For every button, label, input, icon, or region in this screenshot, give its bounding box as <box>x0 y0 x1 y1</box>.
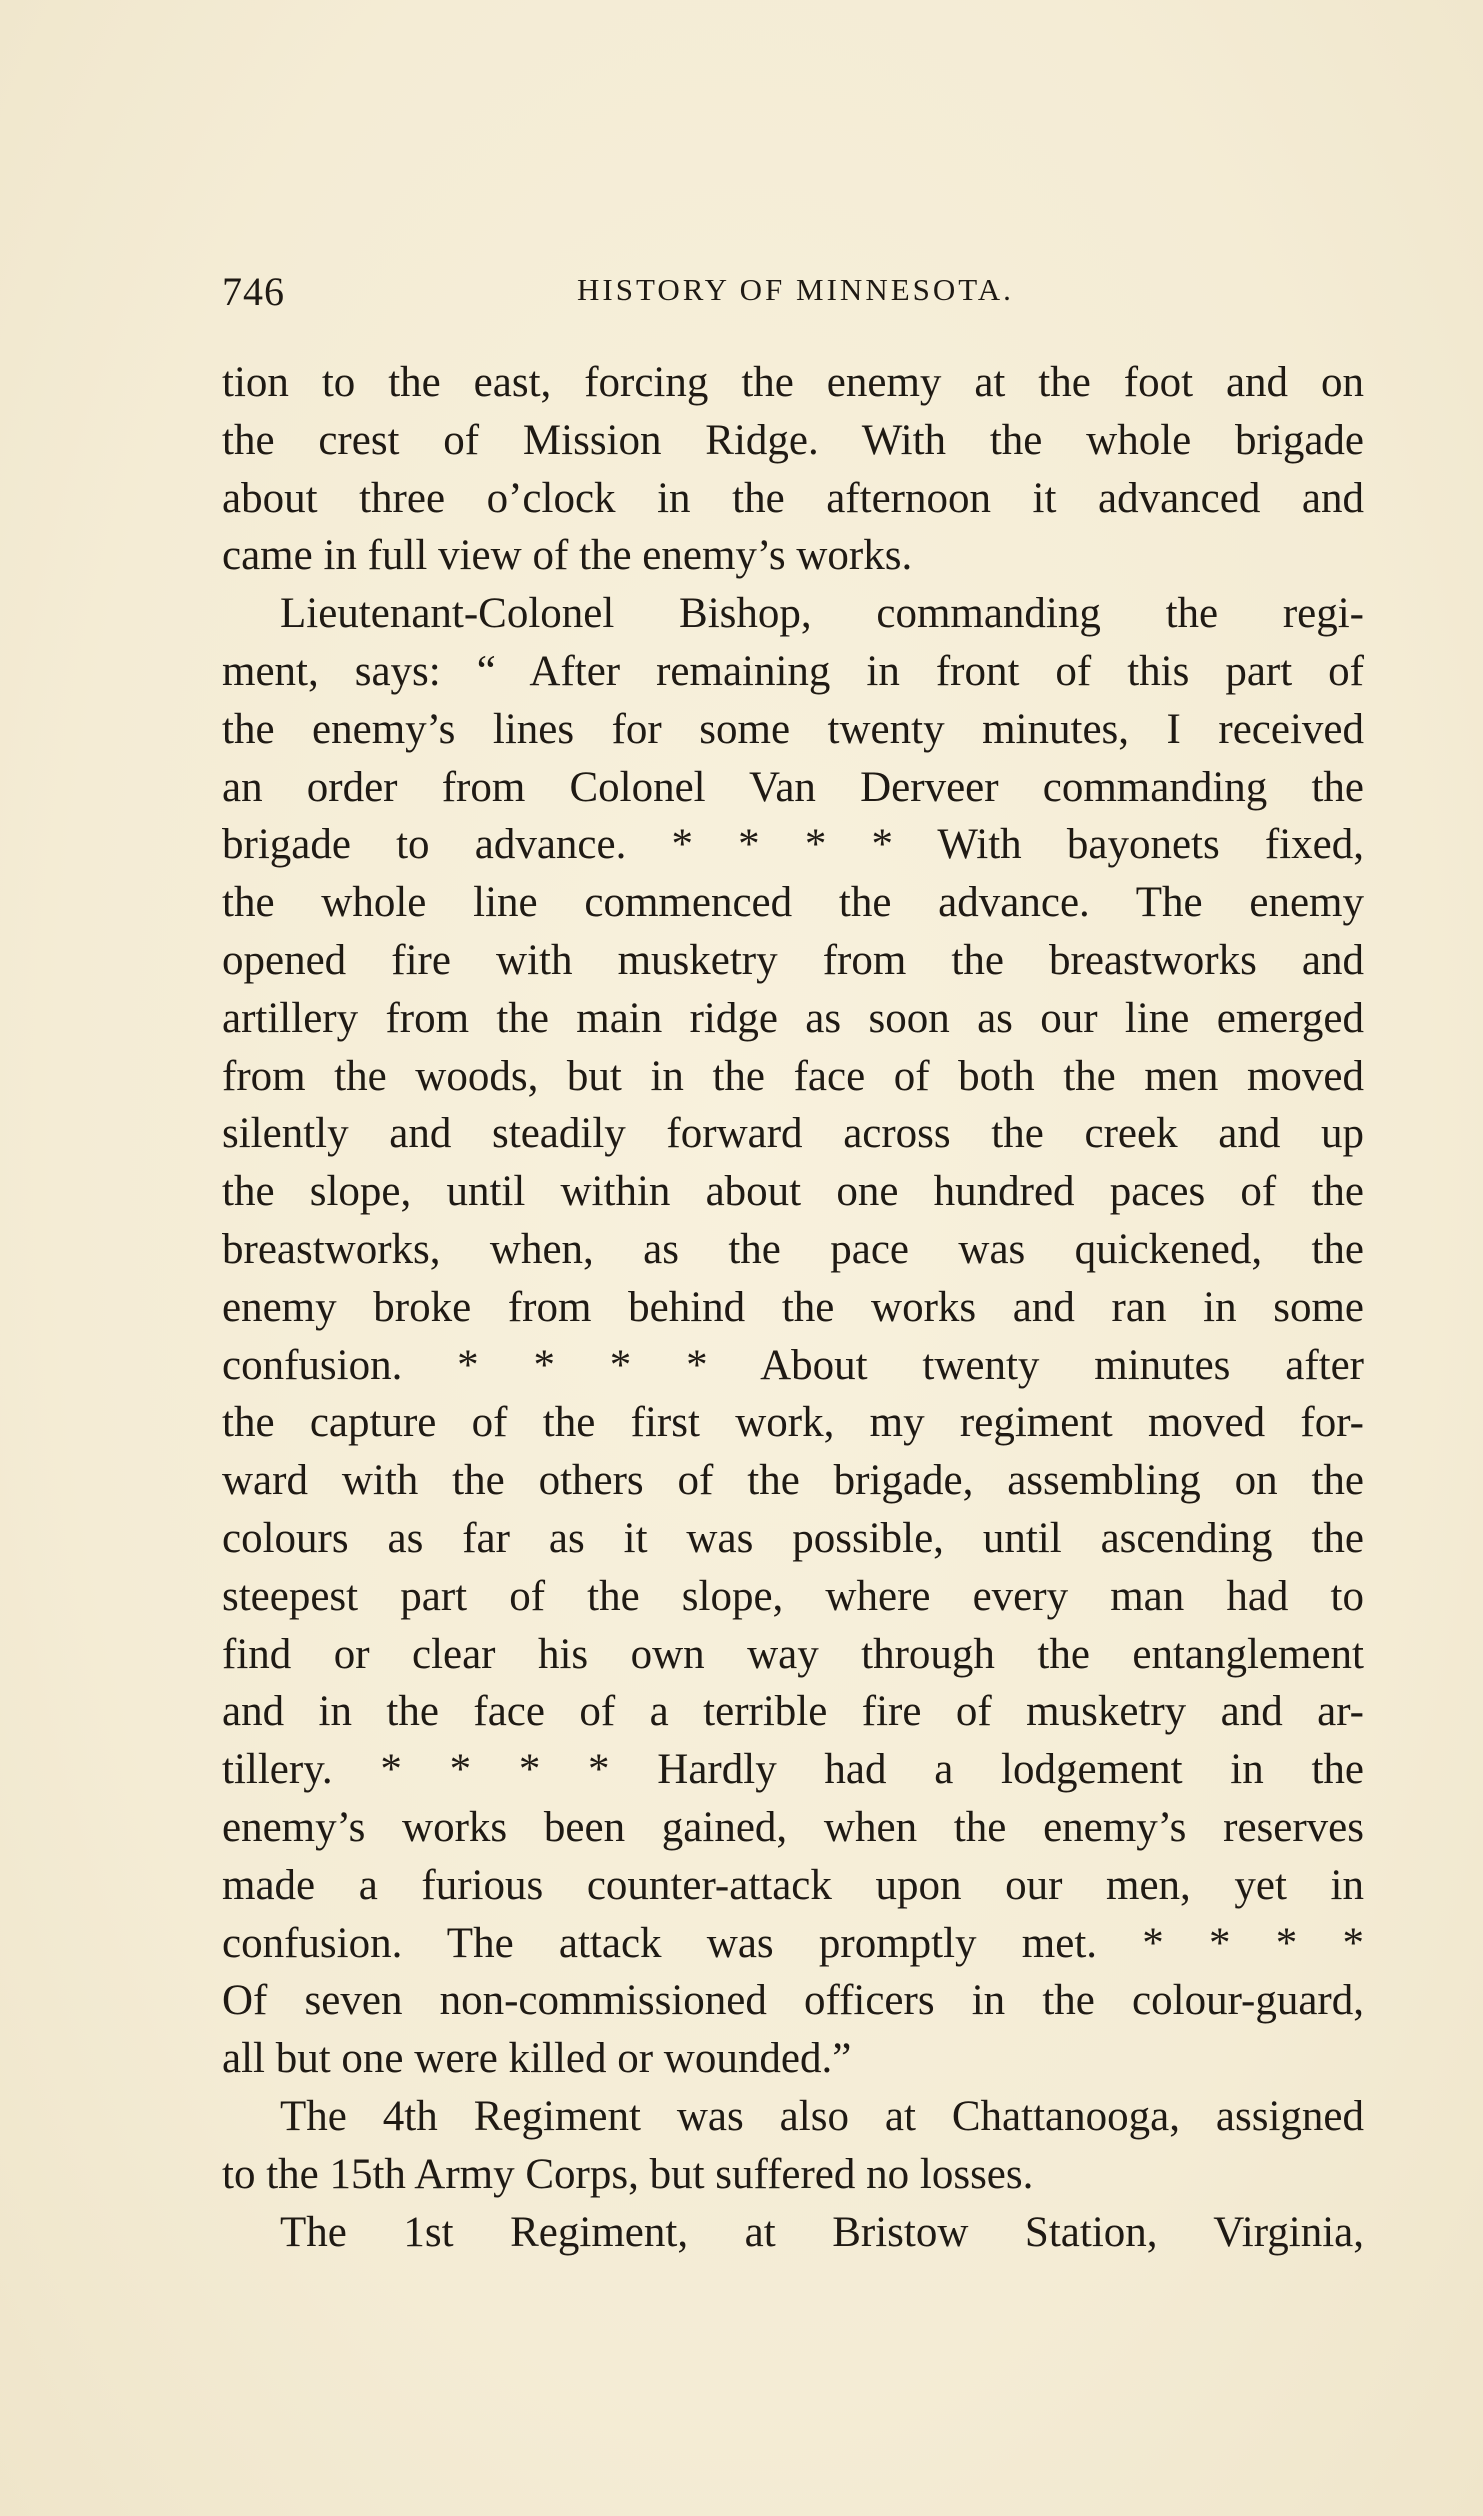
paragraph <box>222 2204 1364 2262</box>
text-line: the whole line commenced the advance. The enemy <box>222 879 1364 927</box>
paragraph <box>222 585 1364 2088</box>
text-line: the slope, until within about one hundred paces of the <box>222 1168 1364 1216</box>
text-line: and in the face of a terrible fire of musketry and ar- <box>222 1688 1364 1736</box>
text-line: ward with the others of the brigade, assembling on the <box>222 1457 1364 1505</box>
text-line: colours as far as it was possible, until ascending the <box>222 1514 1364 1562</box>
text-line: to the 15th Army Corps, but suffered no losses. <box>222 2150 1034 2198</box>
text-line: the enemy’s lines for some twenty minutes, I received <box>222 705 1364 753</box>
text-line: silently and steadily forward across the creek and up <box>222 1110 1364 1158</box>
text-line: ment, says: “ After remaining in front of this part of <box>222 647 1364 695</box>
text-line: opened fire with musketry from the breastworks and <box>222 936 1364 984</box>
text-line: tillery. * * * * Hardly had a lodgement in the <box>222 1746 1364 1794</box>
text-line: came in full view of the enemy’s works. <box>222 532 913 580</box>
text-line: from the woods, but in the face of both the men moved <box>222 1052 1364 1100</box>
text-line: brigade to advance. * * * * With bayonets fixed, <box>222 821 1364 869</box>
page-number: 746 <box>222 269 285 314</box>
text-line: The 1st Regiment, at Bristow Station, Virginia, <box>280 2208 1364 2256</box>
text-line: all but one were killed or wounded.” <box>222 2035 852 2083</box>
text-line: Lieutenant-Colonel Bishop, commanding the regi- <box>280 590 1364 638</box>
paragraph <box>222 354 1364 585</box>
running-title: HISTORY OF MINNESOTA. <box>577 272 1014 307</box>
text-line: artillery from the main ridge as soon as our line emerged <box>222 994 1364 1042</box>
text-line: Of seven non-commissioned officers in the colour-guard, <box>222 1977 1364 2025</box>
text-line: tion to the east, forcing the enemy at the foot and on <box>222 359 1364 406</box>
text-line: enemy’s works been gained, when the enemy’s reserves <box>222 1803 1364 1851</box>
running-head <box>222 262 1364 312</box>
text-line: an order from Colonel Van Derveer commanding the <box>222 763 1364 811</box>
text-line: the capture of the first work, my regiment moved for- <box>222 1399 1364 1447</box>
text-line: The 4th Regiment was also at Chattanooga, assigned <box>280 2092 1364 2140</box>
text-line: about three o’clock in the afternoon it advanced and <box>222 474 1364 522</box>
text-line: confusion. The attack was promptly met. * * * * <box>222 1919 1364 1967</box>
text-line: breastworks, when, as the pace was quickened, the <box>222 1225 1364 1273</box>
text-line: steepest part of the slope, where every man had to <box>222 1572 1364 1620</box>
body-text <box>222 354 1364 2261</box>
text-line: confusion. * * * * About twenty minutes after <box>222 1341 1364 1389</box>
text-line: enemy broke from behind the works and ran in some <box>222 1283 1364 1331</box>
paragraph <box>222 2088 1364 2204</box>
text-line: find or clear his own way through the entanglement <box>222 1630 1364 1678</box>
text-line: made a furious counter-attack upon our men, yet in <box>222 1861 1364 1909</box>
text-line: the crest of Mission Ridge. With the whole brigade <box>222 416 1364 464</box>
